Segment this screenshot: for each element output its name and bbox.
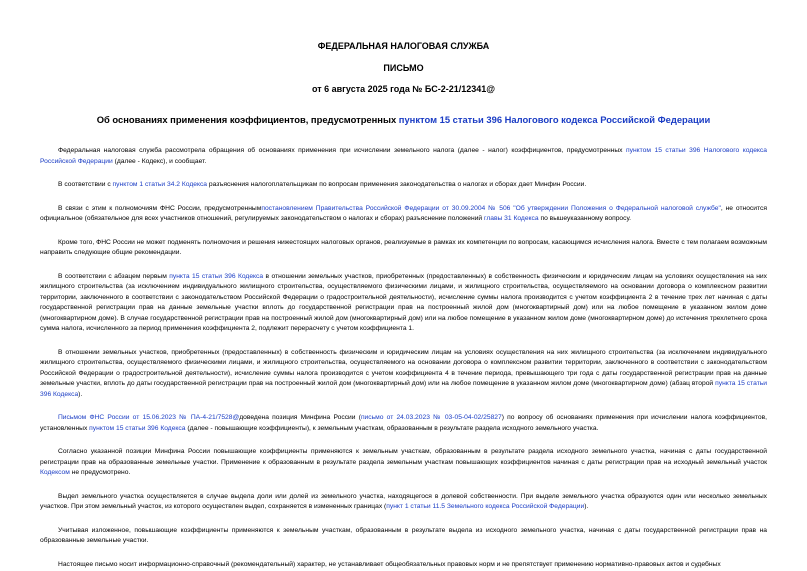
text: (далее - Кодекс), и сообщает. bbox=[112, 157, 207, 165]
paragraph-8 bbox=[40, 447, 767, 479]
link[interactable]: пункт 1 статьи 11.5 Земельного кодекса Российской Федерации bbox=[386, 503, 585, 510]
subject-link[interactable]: пунктом 15 статьи 396 Налогового кодекса Российской Федерации bbox=[398, 114, 711, 125]
link[interactable]: пунктом 15 статьи 396 Кодекса bbox=[89, 424, 186, 432]
paragraph-9 bbox=[40, 492, 767, 513]
text: В соответствии с bbox=[58, 181, 113, 188]
link[interactable]: пунктом 15 статьи 396 Налогового кодекса Российской Федерации bbox=[40, 147, 767, 165]
paragraph-6 bbox=[40, 348, 767, 401]
text: Выдел земельного участка осуществляется в случае выдела доли или долей из земельного участка, находящегося в долевой собственности. При выделе земельного участка образуются один или несколько земельных участков. При этом земельный участок, из которого осуществлен выдел, сохраняется в измененных границах ( bbox=[40, 492, 767, 510]
text: в отношении земельных участков, приобретенных (предоставленных) в собственность физическим и юридическим лицам на условиях осуществления на них жилищного строительства (за исключением индивидуального жилищного строительства, осуществляемого физическими лицами, и жилищного строительства, осуществляемого на основании договора о комплексном развитии территории, заключенного в соответствии с законодательством Российской Федерации о градостроительной деятельности), исчисление суммы налога производится с учетом коэффициента 2 в течение трех лет начиная с даты государственной регистрации прав на данные земельные участки вплоть до государственной регистрации прав на построенный жилой дом (многоквартирный дом) или на любое помещение в указанном жилом доме (многоквартирном доме). В случае государственной регистрации прав на построенный жилой дом (многоквартирный дом) или на любое помещение в указанном жилом доме (многоквартирном доме) до истечения трехлетнего срока сумма налога, исчисленного за период применения коэффициента 2, подлежит перерасчету с учетом коэффициента 1. bbox=[40, 272, 767, 332]
doc-type: ПИСЬМО bbox=[383, 63, 424, 73]
paragraph-5 bbox=[40, 272, 767, 335]
doc-body bbox=[40, 146, 767, 570]
link[interactable]: письмо от 24.03.2023 № 03-05-04-02/25827 bbox=[360, 414, 502, 421]
text: ). bbox=[584, 503, 589, 510]
text: разъяснения налогоплательщикам по вопросам применения законодательства о налогах и сборах дает Минфин России. bbox=[207, 181, 587, 188]
text: (далее - повышающие коэффициенты), к земельным участкам, образованным в результате раздела исходного земельного участка. bbox=[185, 424, 599, 432]
text: Федеральная налоговая служба рассмотрела обращения об основаниях применения при исчислении земельного налога (далее - налог) коэффициентов, предусмотренных bbox=[58, 147, 627, 154]
link[interactable]: Кодексом bbox=[40, 469, 70, 476]
link[interactable]: главы 31 Кодекса bbox=[484, 215, 539, 222]
text: не предусмотрено. bbox=[69, 469, 131, 476]
doc-date-number: от 6 августа 2025 года № БС-2-21/12341@ bbox=[311, 84, 496, 94]
paragraph-4 bbox=[40, 238, 767, 259]
link[interactable]: пункта 15 статьи 396 Кодекса bbox=[40, 380, 767, 398]
paragraph-11 bbox=[40, 560, 767, 571]
text: В отношении земельных участков, приобретенных (предоставленных) в собственность физическим и юридическим лицам на условиях осуществления на них жилищного строительства (за исключением индивидуального жилищного строительства, осуществляемого физическими лицами, и жилищного строительства, осуществляемого на основании договора о комплексном развитии территории, заключенного в соответствии с законодательством Российской Федерации о градостроительной деятельности), исчисление суммы налога производится с учетом коэффициента 4 в течение периода, превышающего три года с даты государственной регистрации прав на данные земельные участки, вплоть до даты государственной регистрации прав на построенный жилой дом (многоквартирный дом) или на любое помещение в указанном жилом доме (многоквартирном доме) (абзац второй bbox=[40, 348, 767, 387]
link[interactable]: постановлением Правительства Российской Федерации от 30.09.2004 № 506 "Об утверждении Положения о Федеральной налоговой службе" bbox=[261, 204, 721, 212]
text: Согласно указанной позиции Минфина России повышающие коэффициенты применяются к земельным участкам, образованным в результате раздела исходного земельного участка, начиная с даты государственной регистрации прав на образованные земельные участки. Применение к образованным в результате раздела земельным участкам повышающих коэффициентов начиная с даты регистрации прав на исходный земельный участок bbox=[40, 448, 767, 466]
text: по вышеуказанному вопросу. bbox=[538, 215, 632, 222]
text: В связи с этим к полномочиям ФНС России, предусмотренным bbox=[58, 204, 262, 212]
doc-subject bbox=[40, 114, 767, 126]
text: Кроме того, ФНС России не может подменять полномочия и решения нижестоящих налоговых органов, реализуемые в рамках их компетенции по вопросам, касающимся исчисления налога. Вместе с тем полагаем возможным направить следующие общие рекомендации. bbox=[40, 238, 767, 256]
paragraph-1 bbox=[40, 146, 767, 167]
link[interactable]: пункта 15 статьи 396 Кодекса bbox=[169, 272, 264, 280]
subject-text: Об основаниях применения коэффициентов, предусмотренных bbox=[96, 114, 399, 125]
text: ) по вопросу об основаниях применения при исчислении налога коэффициентов, установленных bbox=[40, 414, 767, 432]
text: ). bbox=[78, 390, 83, 398]
paragraph-7 bbox=[40, 413, 767, 434]
link[interactable]: пунктом 1 статьи 34.2 Кодекса bbox=[112, 181, 208, 188]
link[interactable]: Письмом ФНС России от 15.06.2023 № ПА-4-21/7528@ bbox=[58, 414, 240, 421]
paragraph-10 bbox=[40, 526, 767, 547]
text: доведена позиция Минфина России ( bbox=[239, 414, 361, 421]
text: Настоящее письмо носит информационно-справочный (рекомендательный) характер, не устанавливает общеобязательных правовых норм и не препятствует применению нормативно-правовых актов и судебных bbox=[58, 560, 721, 568]
paragraph-2 bbox=[40, 180, 767, 191]
text: , не относится официальное (обязательное для всех участников отношений, регулируемых законодательством о налогах и сборах) разъяснение положений bbox=[40, 204, 767, 222]
org-name: ФЕДЕРАЛЬНАЯ НАЛОГОВАЯ СЛУЖБА bbox=[317, 41, 490, 51]
paragraph-3 bbox=[40, 204, 767, 225]
text: В соответствии с абзацем первым bbox=[58, 272, 170, 280]
text: Учитывая изложенное, повышающие коэффициенты применяются к земельным участкам, образованным в результате выдела из исходного земельного участка, начиная с даты государственной регистрации прав на образованные земельные участки. bbox=[40, 526, 767, 544]
